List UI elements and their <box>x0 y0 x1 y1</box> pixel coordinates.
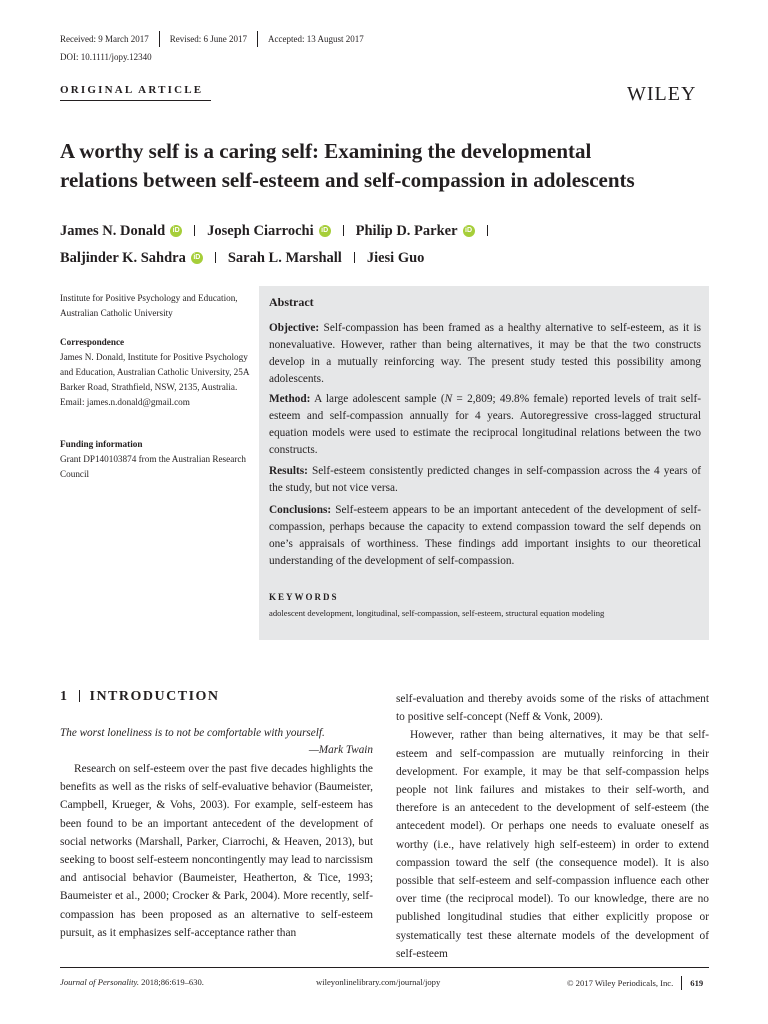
section-text: Self-compassion has been framed as a healthy alternative to self-esteem, as it is nonevaluative. However, rather than being alternatives, it may be that the two constructs develop in a mutually reinforcing way. The present study tested this possibility among adolescents. <box>269 322 701 385</box>
affiliation: Institute for Positive Psychology and Education, Australian Catholic University <box>60 293 238 318</box>
publication-dates <box>60 32 364 48</box>
divider <box>159 31 160 47</box>
abstract-method <box>269 391 701 459</box>
epigraph: The worst loneliness is to not be comfortable with yourself. <box>60 727 325 739</box>
page-number: 619 <box>690 977 704 988</box>
author-name[interactable]: Baljinder K. Sahdra <box>60 250 186 266</box>
article-title <box>60 137 720 195</box>
author-name[interactable]: James N. Donald <box>60 223 166 239</box>
accepted-date: Accepted: 13 August 2017 <box>267 34 364 45</box>
paragraph: self-evaluation and thereby avoids some of the risks of attachment to positive self-concept (Neff & Vonk, 2009). <box>396 693 709 724</box>
footer-divider <box>60 967 709 968</box>
funding-heading: Funding information <box>60 439 143 449</box>
author-list <box>60 223 500 240</box>
section-text: Self-esteem consistently predicted changes in self-compassion across the 4 years of the study, but not vice versa. <box>269 465 701 494</box>
divider <box>343 225 344 236</box>
orcid-icon[interactable]: iD <box>463 225 475 237</box>
keywords-list: adolescent development, longitudinal, self-compassion, self-esteem, structural equation modeling <box>269 608 605 618</box>
author-list <box>60 250 424 267</box>
revised-date: Revised: 6 June 2017 <box>169 34 247 45</box>
author-name[interactable]: Philip D. Parker <box>355 223 458 239</box>
received-date: Received: 9 March 2017 <box>60 34 149 45</box>
divider <box>487 225 488 236</box>
abstract-objective <box>269 320 701 388</box>
divider <box>257 31 258 47</box>
correspondence-address: James N. Donald, Institute for Positive Psychology and Education, Australian Catholic University, 25A Barker Road, Strathfield, NSW, 2135, Australia. <box>60 352 249 392</box>
citation-details: 2018;86:619–630. <box>139 977 204 987</box>
paragraph: Research on self-esteem over the past five decades highlights the benefits as well as the risks of self-evaluative behavior (Baumeister, Campbell, Krueger, & Vohs, 2003). For example, self-esteem has been found to be an important antecedent of the development of social networks (Marshall, Parker, Ciarrochi, & Heaven, 2013), but seeking to boost self-esteem noncontingently may lead to narcissism and antisocial behavior (Baumeister, Heatherton, & Tice, 1993; Baumeister et al., 2000; Crocker & Park, 2004). More recently, self-compassion has been proposed as an alternative to self-esteem pursuit, as it emphasizes self-acceptance rather than <box>60 763 373 939</box>
orcid-icon[interactable]: iD <box>191 252 203 264</box>
publisher-logo: WILEY <box>627 83 697 105</box>
divider <box>194 225 195 236</box>
correspondence-email[interactable]: Email: james.n.donald@gmail.com <box>60 397 190 407</box>
section-text: A large adolescent sample ( <box>310 393 445 405</box>
funding-info: Grant DP140103874 from the Australian Research Council <box>60 454 247 479</box>
journal-name: Journal of Personality. <box>60 977 140 987</box>
section-heading <box>60 689 220 705</box>
epigraph-source: —Mark Twain <box>308 744 373 756</box>
divider <box>681 976 682 990</box>
section-text: Self-esteem appears to be an important antecedent of the development of self-compassion, perhaps because the capacity to extend compassion toward the self depends on one’s appraisals of worthiness. These findings add important insights to our theoretical understanding of the development of self-compassion. <box>269 504 701 567</box>
body-column-right <box>396 690 709 963</box>
copyright: © 2017 Wiley Periodicals, Inc. <box>567 977 674 988</box>
footer-right <box>567 977 703 991</box>
abstract-results <box>269 463 701 497</box>
title-line: A worthy self is a caring self: Examining the developmental <box>60 139 592 163</box>
divider <box>215 252 216 263</box>
author-name[interactable]: Jiesi Guo <box>366 250 425 266</box>
abstract-conclusions <box>269 502 701 570</box>
author-name[interactable]: Joseph Ciarrochi <box>207 223 314 239</box>
abstract-title: Abstract <box>269 295 314 309</box>
orcid-icon[interactable]: iD <box>170 225 182 237</box>
doi[interactable]: DOI: 10.1111/jopy.12340 <box>60 52 152 62</box>
section-title: INTRODUCTION <box>89 689 220 704</box>
section-number: 1 <box>60 689 69 704</box>
divider <box>354 252 355 263</box>
correspondence-heading: Correspondence <box>60 337 125 347</box>
title-line: relations between self-esteem and self-compassion in adolescents <box>60 168 635 192</box>
section-label: Conclusions: <box>269 504 332 516</box>
divider <box>79 690 80 702</box>
orcid-icon[interactable]: iD <box>319 225 331 237</box>
section-label: Objective: <box>269 322 320 334</box>
section-label: Method: <box>269 393 311 405</box>
correspondence <box>60 350 255 410</box>
journal-url[interactable]: wileyonlinelibrary.com/journal/jopy <box>316 977 441 987</box>
section-label: Results: <box>269 465 308 477</box>
abstract-box <box>259 286 709 640</box>
body-column-left <box>60 760 373 942</box>
article-type: ORIGINAL ARTICLE <box>60 84 204 96</box>
divider <box>60 100 211 101</box>
author-name[interactable]: Sarah L. Marshall <box>227 250 342 266</box>
section-text: = 2,809; 49.8% female) reported levels of trait self-esteem and self-compassion annually for 4 years. Autoregressive cross-lagged structural equation models were used to estimate the reciprocal longitudinal relations between the two constructs. <box>269 393 701 456</box>
keywords-heading: KEYWORDS <box>269 592 339 602</box>
paragraph: However, rather than being alternatives, it may be that self-esteem and self-compassion are mutually reinforcing in their development. For example, it may be that self-compassion helps people not link failures and mistakes to their self-worth, and therefore is an antecedent to the development of self-esteem (the antecedent model). Or perhaps one needs to evaluate oneself as worthy (i.e., have relatively high self-esteem) in order to extend compassion toward the self (the consequence model). It is also possible that self-esteem and self-compassion influence each other over time (the reciprocal model). To our knowledge, there are no published longitudinal studies that either explicitly propose or systematically test these alternate models of the development of self-esteem <box>396 729 709 960</box>
sample-size-symbol: N <box>444 393 453 405</box>
journal-citation <box>60 977 204 987</box>
